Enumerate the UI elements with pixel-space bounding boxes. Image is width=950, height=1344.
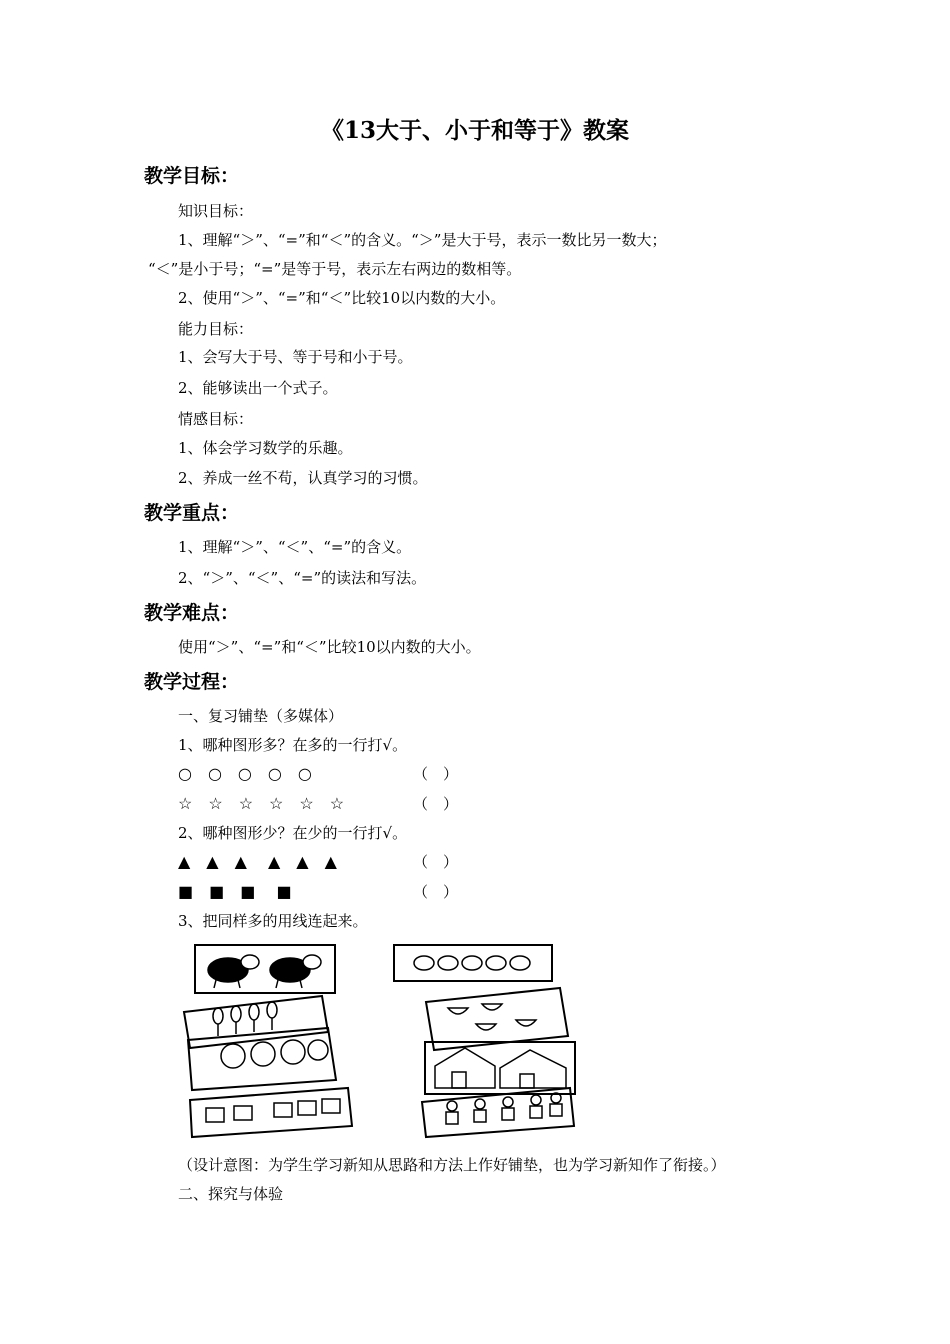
answer-paren-triangles: （ ）	[413, 853, 459, 871]
squares-row: ■ ■ ■ ■	[178, 882, 292, 901]
matching-cards-right	[390, 940, 585, 1145]
process-step-2: 二、探究与体验	[178, 1185, 284, 1203]
house-icon	[435, 1048, 566, 1088]
knowledge-label: 知识目标：	[178, 202, 254, 220]
triangles-row: ▲ ▲ ▲ ▲ ▲ ▲	[178, 852, 337, 871]
square-icon	[206, 1099, 340, 1122]
animal-icon	[270, 955, 321, 988]
stars-row: ☆ ☆ ☆ ☆ ☆ ☆	[178, 794, 345, 813]
ability-item-2: 2、能够读出一个式子。	[178, 379, 338, 397]
ability-item-1: 1、会写大于号、等于号和小于号。	[178, 348, 413, 366]
circles-row: ○ ○ ○ ○ ○	[178, 764, 312, 783]
heading-key-points: 教学重点：	[144, 502, 240, 524]
key-point-1: 1、理解“＞”、“＜”、“=”的含义。	[178, 538, 412, 556]
question-1: 1、哪种图形多？在多的一行打√。	[178, 736, 408, 754]
difficulty-text: 使用“＞”、“=”和“＜”比较10以内数的大小。	[178, 638, 481, 656]
document-title: 《13大于、小于和等于》教案	[320, 117, 629, 144]
process-step-1: 一、复习铺垫（多媒体）	[178, 707, 344, 725]
bowl-icon	[448, 1004, 536, 1030]
answer-paren-squares: （ ）	[413, 883, 459, 901]
knowledge-item-2: 2、使用“＞”、“=”和“＜”比较10以内数的大小。	[178, 289, 506, 307]
answer-paren-stars: （ ）	[413, 795, 459, 813]
knowledge-item-1-line1: 1、理解“＞”、“=”和“＜”的含义。“＞”是大于号，表示一数比另一数大；	[178, 231, 667, 249]
heading-difficulty: 教学难点：	[144, 602, 240, 624]
heading-objectives: 教学目标：	[144, 165, 240, 187]
emotion-item-1: 1、体会学习数学的乐趣。	[178, 439, 353, 457]
question-3: 3、把同样多的用线连起来。	[178, 912, 368, 930]
emotion-item-2: 2、养成一丝不苟，认真学习的习惯。	[178, 469, 428, 487]
key-point-2: 2、“＞”、“＜”、“=”的读法和写法。	[178, 569, 427, 587]
ability-label: 能力目标：	[178, 320, 254, 338]
design-intent-note: （设计意图：为学生学习新知从思路和方法上作好铺垫，也为学习新知作了衔接。）	[178, 1156, 726, 1174]
face-icon	[221, 1040, 328, 1068]
matching-cards-left	[178, 940, 358, 1145]
question-2: 2、哪种图形少？在少的一行打√。	[178, 824, 408, 842]
answer-paren-circles: （ ）	[413, 765, 459, 783]
emotion-label: 情感目标：	[178, 410, 254, 428]
oval-icon	[414, 956, 530, 970]
animal-icon	[208, 955, 259, 988]
heading-process: 教学过程：	[144, 671, 240, 693]
knowledge-item-1-line2: “＜”是小于号；“=”是等于号，表示左右两边的数相等。	[148, 260, 522, 278]
